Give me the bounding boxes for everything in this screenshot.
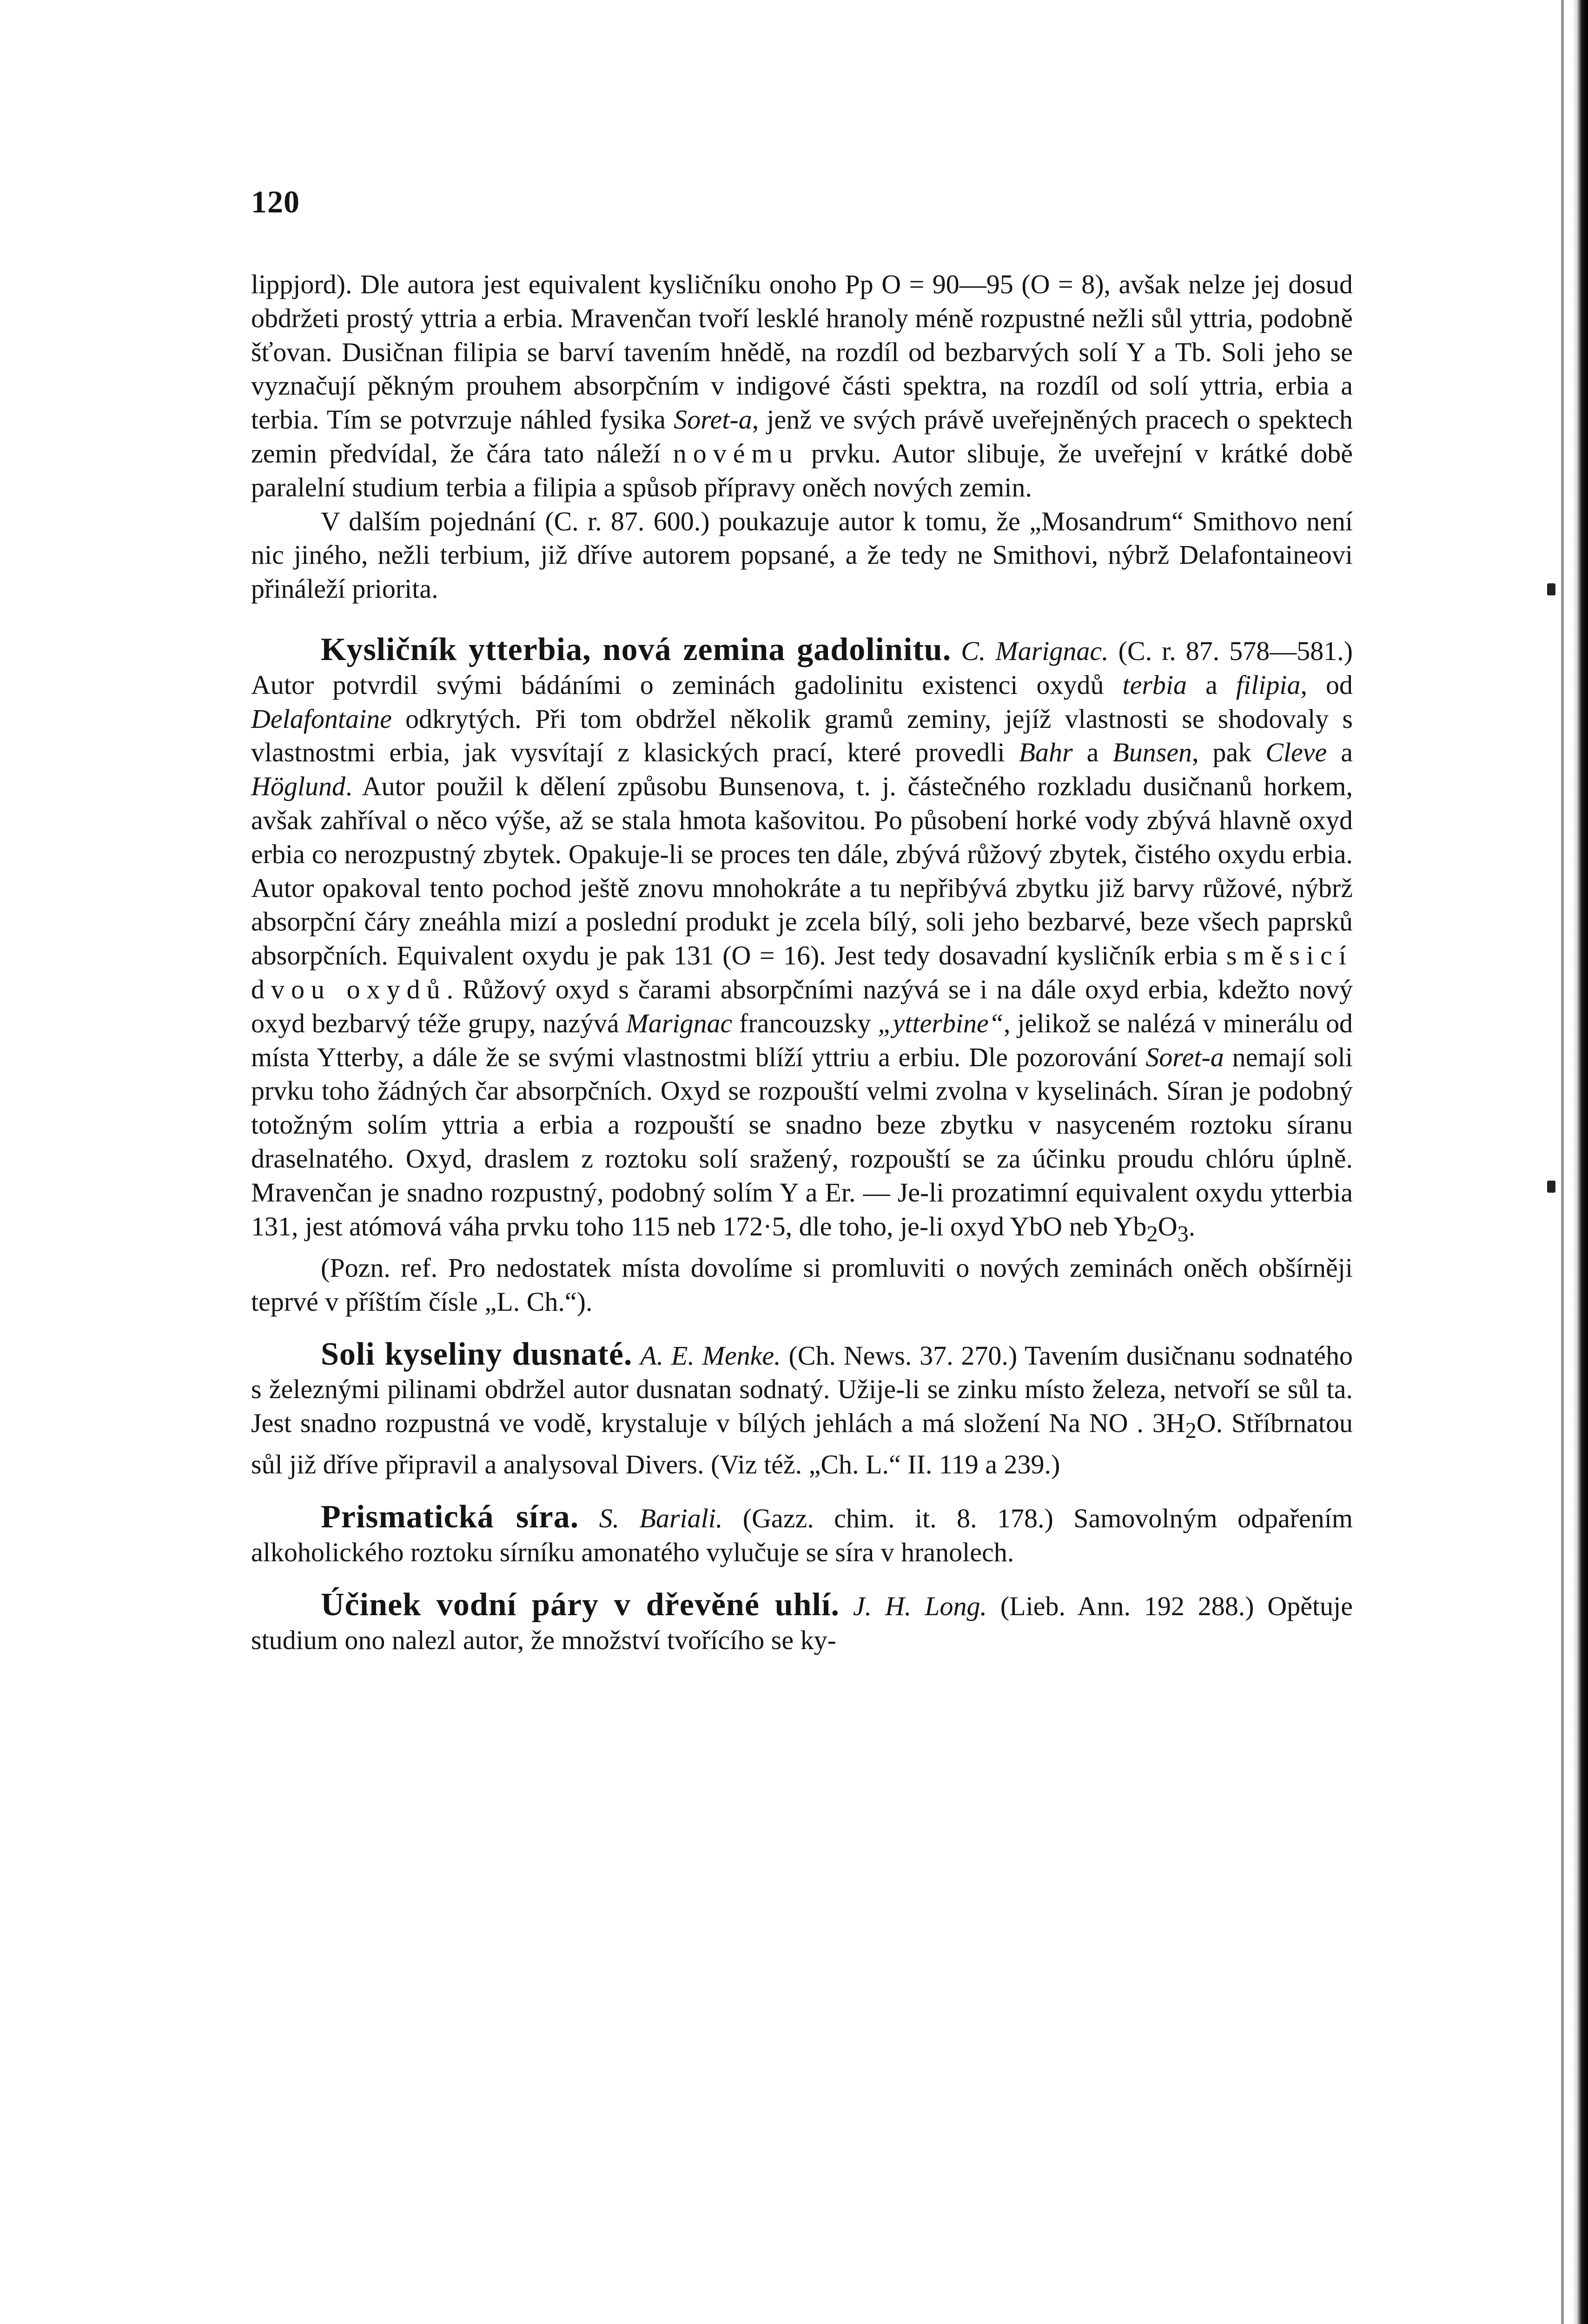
page-edge-line bbox=[1561, 0, 1564, 2324]
paragraph-text: , jenž ve svých právě uveřejněných pracech o spektech zemin předvídal, že čára tato náleží bbox=[251, 404, 1353, 469]
subscript: 3 bbox=[1177, 1221, 1189, 1247]
name-cleve: Cleve bbox=[1265, 737, 1327, 768]
article-text: , jelikož se nalézá v minerálu od místa Ytterby, a dále že se svými vlastnostmi blíží yttriu a erbiu. Dle pozorování bbox=[251, 1008, 1353, 1072]
page-number: 120 bbox=[251, 184, 300, 219]
emphasis-smesici: směsicí dvou oxydů bbox=[251, 940, 1353, 1004]
article-ytterbia bbox=[251, 633, 1353, 1251]
article-author: J. H. Long. bbox=[853, 1591, 987, 1621]
article-text: nemají soli prvku toho žádných čar absorpčních. Oxyd se rozpouští velmi zvolna v kyselinách. Síran je podobný totožným solím yttria a erbia a rozpouští se snadno beze zbytku v nasyceném roztoku síranu draselnatého. Oxyd, draslem z roztoku solí sražený, rozpouští se za účinku proudu chlóru úplně. Mravenčan je snadno rozpustný, podobný solím Y a Er. — Je-li prozatimní equivalent oxydu ytterbia 131, jest atómová váha prvku toho 115 neb 172·5, dle toho, je-li oxyd YbO neb Yb bbox=[251, 1042, 1353, 1241]
article-text: (C. r. 87. 578—581.) Autor potvrdil svými bádáními o zeminách gadolinitu existenci oxydů bbox=[251, 635, 1353, 700]
article-text: (Gazz. chim. it. 8. 178.) Samovolným odpařením alkoholického roztoku sírníku amonatého vylučuje se síra v hranolech. bbox=[251, 1503, 1353, 1568]
term-filipia: filipia bbox=[1236, 669, 1301, 700]
name-bahr: Bahr bbox=[1019, 737, 1073, 768]
page-edge-shadow bbox=[1572, 0, 1588, 2324]
article-text: francouzsky bbox=[732, 1008, 878, 1038]
article-text: (Lieb. Ann. 192 288.) Opětuje studium ono nalezl autor, že množství tvořícího se ky- bbox=[251, 1591, 1353, 1655]
subscript: 2 bbox=[1185, 1418, 1197, 1443]
term-terbia: terbia bbox=[1122, 669, 1187, 700]
paragraph-text: prvku. Autor slibuje, že uveřejní v krátké době paralelní studium terbia a filipia a spůsob přípravy oněch nových zemin. bbox=[251, 438, 1353, 502]
name-delafontaine: Delafontaine bbox=[251, 703, 392, 734]
article-title: Kysličník ytterbia, nová zemina gadolinitu. bbox=[321, 631, 952, 667]
formula-letter: O bbox=[1158, 1211, 1178, 1241]
paragraph-continuation bbox=[251, 268, 1353, 505]
article-text: . bbox=[1188, 1211, 1196, 1241]
article-title: Účinek vodní páry v dřevěné uhlí. bbox=[321, 1586, 840, 1623]
article-author: A. E. Menke. bbox=[640, 1340, 781, 1371]
article-text: a bbox=[1187, 669, 1236, 700]
reference-note: (Pozn. ref. Pro nedostatek místa dovolíme si promluviti o nových zeminách oněch obšírněji teprvé v příštím čísle „L. Ch.“). bbox=[251, 1252, 1353, 1317]
edge-mark bbox=[1547, 1181, 1555, 1193]
article-text: a bbox=[1327, 737, 1353, 768]
name-bunsen: Bunsen bbox=[1112, 737, 1192, 768]
article-dusnate bbox=[251, 1338, 1353, 1482]
article-text: . Růžový oxyd s čarami absorpčními nazývá se i na dále oxyd erbia, kdežto nový oxyd bezbarvý téže grupy, nazývá bbox=[251, 974, 1353, 1038]
article-text: , pak bbox=[1192, 737, 1266, 768]
article-author: C. Marignac. bbox=[961, 635, 1109, 666]
article-author: S. Bariali. bbox=[599, 1503, 723, 1534]
article-text: a bbox=[1072, 737, 1113, 768]
name-marignac: Marignac bbox=[626, 1008, 733, 1038]
article-text: odkrytých. Při tom obdržel několik gramů zeminy, jejíž vlastnosti se shodovaly s vlastnostmi erbia, jak vysvítají z klasických prací, které provedli bbox=[251, 703, 1353, 768]
paragraph-mosandrum: V dalším pojednání (C. r. 87. 600.) poukazuje autor k tomu, že „Mosandrum“ Smithovo není nic jiného, nežli terbium, již dříve autorem popsané, a že tedy ne Smithovi, nýbrž Delafontaineovi přináleží priorita. bbox=[251, 506, 1353, 604]
article-text: (Ch. News. 37. 270.) Tavením dusičnanu sodnatého s železnými pilinami obdržel autor dusnatan sodnatý. Užije-li se zinku místo železa, netvoří se sůl ta. Jest snadno rozpustná ve vodě, krystaluje v bílých jehlách a má složení Na NO . 3H bbox=[251, 1340, 1353, 1439]
term-ytterbine: „ytterbine“ bbox=[878, 1008, 1004, 1038]
article-text: . Autor použil k dělení způsobu Bunsenova, t. j. částečného rozkladu dusičnanů horkem, avšak zahříval o něco výše, až se stala hmota kašovitou. Po působení horké vody zbývá hlavně oxyd erbia co nerozpustný zbytek. Opakuje-li se proces ten dále, zbývá růžový zbytek, čistého oxydu erbia. Autor opakoval tento pochod ještě znovu mnohokráte a tu nepřibývá zbytku již barvy růžové, nýbrž absorpční čáry zneáhla mizí a poslední produkt je zcela bílý, soli jeho bezbarvé, beze všech paprsků absorpčních. Equivalent oxydu je pak 131 (O = 16). Jest tedy dosavadní kysličník erbia bbox=[251, 771, 1353, 971]
article-title: Soli kyseliny dusnaté. bbox=[321, 1336, 633, 1372]
article-text: O. Stříbrnatou sůl již dříve připravil a analysoval Divers. (Viz též. „Ch. L.“ II. 119 a 239.) bbox=[251, 1408, 1353, 1480]
paragraph-text: lippjord). Dle autora jest equivalent kysličníku onoho Pp O = 90—95 (O = 8), avšak nelze jej dosud obdržeti prostý yttria a erbia. Mravenčan tvoří lesklé hranoly méně rozpustné nežli sůl yttria, podobně šťovan. Dusičnan filipia se barví tavením hnědě, na rozdíl od bezbarvých solí Y a Tb. Soli jeho se vyznačují pěkným prouhem absorpčním v indigové části spektra, na rozdíl od solí yttria, erbia a terbia. Tím se potvrzuje náhled fysika bbox=[251, 269, 1353, 435]
soret-name: Soret-a bbox=[674, 404, 752, 435]
text-body bbox=[251, 268, 1353, 1657]
name-soret: Soret-a bbox=[1145, 1042, 1224, 1072]
name-hoglund: Höglund bbox=[251, 771, 345, 802]
article-long bbox=[251, 1588, 1353, 1657]
article-text: , od bbox=[1300, 669, 1353, 700]
article-title: Prismatická síra. bbox=[321, 1499, 579, 1535]
emphasis-novemu: novému bbox=[673, 438, 799, 469]
subscript: 2 bbox=[1146, 1221, 1158, 1247]
edge-mark bbox=[1547, 583, 1555, 595]
article-sira bbox=[251, 1500, 1353, 1570]
